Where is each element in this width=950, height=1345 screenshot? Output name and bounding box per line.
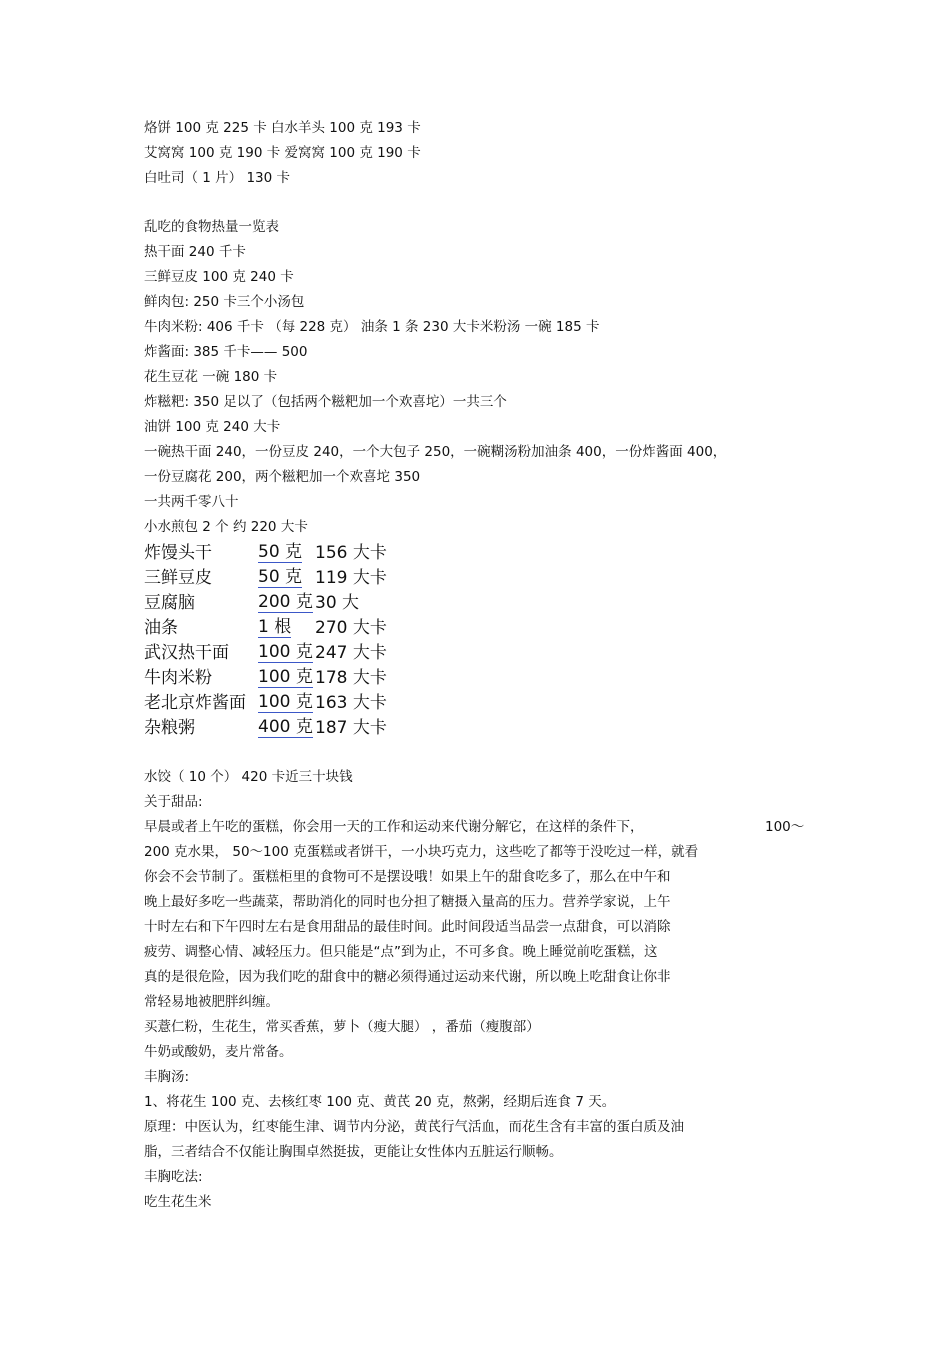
food-quantity: 100 克	[258, 692, 313, 712]
text-line: 水饺（ 10 个） 420 卡近三十块钱	[144, 769, 353, 785]
paragraph-line: 早晨或者上午吃的蛋糕，你会用一天的工作和运动来代谢分解它，在这样的条件下，	[144, 819, 644, 835]
text-line: 1、将花生 100 克、去核红枣 100 克、黄芪 20 克，熬粥，经期后连食 7 天。	[144, 1094, 616, 1110]
food-quantity: 100 克	[258, 667, 313, 687]
text-line: 花生豆花 一碗 180 卡	[144, 369, 278, 385]
paragraph-line: 晚上最好多吃一些蔬菜，帮助消化的同时也分担了糖摄入量高的压力。营养学家说，上午	[144, 894, 671, 910]
paragraph-line: 你会不会节制了。蛋糕柜里的食物可不是摆设哦！如果上午的甜食吃多了，那么在中午和	[144, 869, 671, 885]
food-calories: 30 大	[315, 593, 360, 613]
food-name: 豆腐脑	[144, 593, 195, 613]
text-line: 一共两千零八十	[144, 494, 239, 510]
text-line: 小水煎包 2 个 约 220 大卡	[144, 519, 308, 535]
paragraph-line: 原理：中医认为，红枣能生津、调节内分泌，黄芪行气活血，而花生含有丰富的蛋白质及油	[144, 1119, 684, 1135]
food-name: 油条	[144, 618, 178, 638]
food-calories: 119 大卡	[315, 568, 387, 588]
paragraph-line: 疲劳、调整心情、减轻压力。但只能是“点”到为止，不可多食。晚上睡觉前吃蛋糕，这	[144, 944, 658, 960]
food-name: 炸馒头干	[144, 543, 212, 563]
text-line: 吃生花生米	[144, 1194, 212, 1210]
food-calories: 156 大卡	[315, 543, 387, 563]
food-quantity: 50 克	[258, 567, 303, 587]
section-heading: 丰胸吃法:	[144, 1169, 203, 1185]
text-line: 烙饼 100 克 225 卡 白水羊头 100 克 193 卡	[144, 120, 421, 136]
food-calories: 247 大卡	[315, 643, 387, 663]
food-name: 三鲜豆皮	[144, 568, 212, 588]
paragraph-line: 十时左右和下午四时左右是食用甜品的最佳时间。此时间段适当品尝一点甜食，可以消除	[144, 919, 671, 935]
food-name: 武汉热干面	[144, 643, 229, 663]
section-title: 乱吃的食物热量一览表	[144, 219, 279, 235]
paragraph-line: 200 克水果， 50～100 克蛋糕或者饼干，一小块巧克力，这些吃了都等于没吃过一样，就看	[144, 844, 699, 860]
text-line: 艾窝窝 100 克 190 卡 爱窝窝 100 克 190 卡	[144, 145, 421, 161]
text-line: 牛肉米粉: 406 千卡 （每 228 克） 油条 1 条 230 大卡米粉汤 一碗 185 卡	[144, 319, 600, 335]
text-line: 一碗热干面 240，一份豆皮 240，一个大包子 250，一碗糊汤粉加油条 400，一份炸酱面 400，	[144, 444, 727, 460]
text-line: 炸酱面: 385 千卡—— 500	[144, 344, 308, 360]
text-line: 三鲜豆皮 100 克 240 卡	[144, 269, 294, 285]
food-name: 老北京炸酱面	[144, 693, 246, 713]
food-name: 杂粮粥	[144, 718, 195, 738]
food-quantity: 200 克	[258, 592, 313, 612]
section-heading: 丰胸汤:	[144, 1069, 190, 1085]
food-calories: 178 大卡	[315, 668, 387, 688]
food-calories: 163 大卡	[315, 693, 387, 713]
food-calories: 270 大卡	[315, 618, 387, 638]
food-quantity: 1 根	[258, 617, 292, 637]
paragraph-fragment: 100～	[765, 819, 805, 835]
text-line: 牛奶或酸奶，麦片常备。	[144, 1044, 293, 1060]
paragraph-line: 常轻易地被肥胖纠缠。	[144, 994, 279, 1010]
paragraph-line: 脂，三者结合不仅能让胸围卓然挺拔，更能让女性体内五脏运行顺畅。	[144, 1144, 563, 1160]
text-line: 鲜肉包: 250 卡三个小汤包	[144, 294, 305, 310]
text-line: 白吐司（ 1 片） 130 卡	[144, 170, 291, 186]
text-line: 热干面 240 千卡	[144, 244, 246, 260]
paragraph-line: 真的是很危险，因为我们吃的甜食中的糖必须得通过运动来代谢，所以晚上吃甜食让你非	[144, 969, 671, 985]
text-line: 买薏仁粉，生花生，常买香蕉，萝卜（瘦大腿） ，番茄（瘦腹部）	[144, 1019, 540, 1035]
food-calories: 187 大卡	[315, 718, 387, 738]
food-name: 牛肉米粉	[144, 668, 212, 688]
section-heading: 关于甜品:	[144, 794, 203, 810]
text-line: 油饼 100 克 240 大卡	[144, 419, 281, 435]
food-quantity: 400 克	[258, 717, 313, 737]
text-line: 一份豆腐花 200，两个糍粑加一个欢喜坨 350	[144, 469, 421, 485]
food-quantity: 50 克	[258, 542, 303, 562]
food-quantity: 100 克	[258, 642, 313, 662]
text-line: 炸糍粑: 350 足以了（包括两个糍粑加一个欢喜坨）一共三个	[144, 394, 507, 410]
